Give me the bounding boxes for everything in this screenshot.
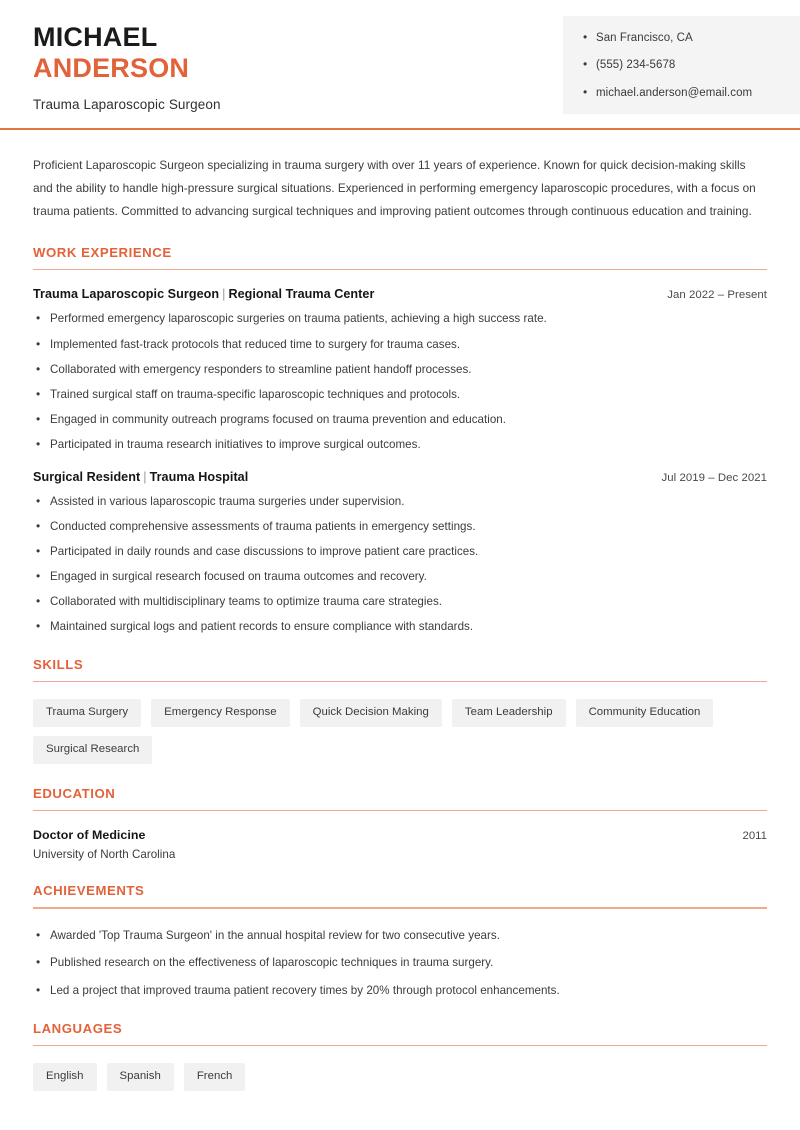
skill-tag: Quick Decision Making (300, 699, 442, 727)
experience-role: Surgical Resident (33, 469, 141, 484)
experience-entry-header (33, 287, 767, 301)
language-tag: English (33, 1063, 97, 1091)
header-identity (0, 0, 221, 112)
title-separator: | (143, 469, 147, 484)
achievement-bullet: • Awarded 'Top Trauma Surgeon' in the annual hospital review for two consecutive years. (33, 928, 767, 944)
section-rule (33, 810, 767, 811)
resume-content (0, 154, 800, 1091)
section-work-experience (33, 245, 767, 635)
experience-entry (33, 470, 767, 635)
experience-bullet: • Implemented fast-track protocols that reduced time to surgery for trauma cases. (33, 337, 767, 353)
section-heading-education: EDUCATION (33, 785, 116, 801)
language-tag: French (184, 1063, 246, 1091)
professional-summary: Proficient Laparoscopic Surgeon specializing in trauma surgery with over 11 years of experience. Known for quick decision-making skills and the ability to handle high-pressure surgical situations. Experienced in performing emergency laparoscopic procedures, with a focus on trauma patients. Committed to advancing surgical techniques and improving patient outcomes through continuous education and training. (33, 158, 756, 218)
last-name: ANDERSON (33, 53, 190, 84)
experience-bullet: • Trained surgical staff on trauma-specific laparoscopic techniques and protocols. (33, 387, 767, 403)
section-heading-work-experience: WORK EXPERIENCE (33, 245, 172, 260)
section-heading-skills: SKILLS (33, 657, 84, 673)
education-degree: Doctor of Medicine (33, 828, 146, 843)
first-name: MICHAEL (33, 22, 158, 52)
section-languages (33, 1021, 767, 1091)
skill-tag: Surgical Research (33, 736, 152, 764)
title-separator: | (222, 287, 226, 302)
experience-date-range: Jul 2019 – Dec 2021 (661, 471, 767, 484)
header-divider (0, 128, 800, 130)
section-heading-achievements: ACHIEVEMENTS (33, 883, 145, 899)
contact-email[interactable]: • michael.anderson@email.com (583, 86, 800, 100)
experience-bullet: • Participated in trauma research initiatives to improve surgical outcomes. (33, 437, 767, 453)
experience-title-line (33, 287, 374, 301)
skill-tag: Team Leadership (452, 699, 566, 727)
contact-info-box (563, 16, 800, 114)
experience-company: Regional Trauma Center (228, 287, 375, 302)
resume-header (0, 0, 800, 128)
achievement-bullet: • Led a project that improved trauma patient recovery times by 20% through protocol enhancements. (33, 983, 767, 999)
contact-location: • San Francisco, CA (583, 31, 800, 45)
achievements-list (33, 928, 767, 999)
experience-bullet: • Maintained surgical logs and patient records to ensure compliance with standards. (33, 619, 767, 635)
section-rule (33, 907, 767, 908)
skill-tag: Community Education (576, 699, 714, 727)
skill-tag: Trauma Surgery (33, 699, 141, 727)
experience-bullet: • Assisted in various laparoscopic trauma surgeries under supervision. (33, 494, 767, 510)
experience-role: Trauma Laparoscopic Surgeon (33, 287, 220, 302)
language-tag: Spanish (107, 1063, 174, 1091)
section-education (33, 786, 767, 861)
experience-bullet-list (33, 311, 767, 452)
experience-company: Trauma Hospital (149, 469, 249, 484)
contact-phone[interactable]: • (555) 234-5678 (583, 58, 800, 72)
experience-bullet: • Collaborated with multidisciplinary teams to optimize trauma care strategies. (33, 594, 767, 610)
experience-bullet-list (33, 494, 767, 635)
experience-bullet: • Engaged in community outreach programs focused on trauma prevention and education. (33, 412, 767, 428)
experience-bullet: • Conducted comprehensive assessments of trauma patients in emergency settings. (33, 519, 767, 535)
section-achievements (33, 883, 767, 998)
section-rule (33, 681, 767, 682)
experience-bullet: • Engaged in surgical research focused on trauma outcomes and recovery. (33, 569, 767, 585)
professional-title: Trauma Laparoscopic Surgeon (33, 96, 221, 112)
skill-tag: Emergency Response (151, 699, 289, 727)
experience-bullet: • Participated in daily rounds and case discussions to improve patient care practices. (33, 544, 767, 560)
experience-date-range: Jan 2022 – Present (667, 289, 767, 302)
experience-title-line (33, 470, 248, 484)
section-rule (33, 1045, 767, 1046)
languages-tag-list (33, 1063, 767, 1091)
education-entry-header (33, 828, 767, 842)
experience-entry (33, 287, 767, 452)
section-rule (33, 269, 767, 270)
achievement-bullet: • Published research on the effectiveness of laparoscopic techniques in trauma surgery. (33, 955, 767, 971)
education-institution: University of North Carolina (33, 848, 176, 862)
experience-bullet: • Collaborated with emergency responders to streamline patient handoff processes. (33, 362, 767, 378)
education-year: 2011 (742, 830, 767, 843)
experience-entry-header (33, 470, 767, 484)
section-heading-languages: LANGUAGES (33, 1020, 123, 1036)
education-entry (33, 828, 767, 861)
contact-list (583, 31, 800, 100)
skills-tag-list (33, 699, 767, 763)
experience-bullet: • Performed emergency laparoscopic surgeries on trauma patients, achieving a high success rate. (33, 311, 767, 327)
section-skills (33, 657, 767, 764)
